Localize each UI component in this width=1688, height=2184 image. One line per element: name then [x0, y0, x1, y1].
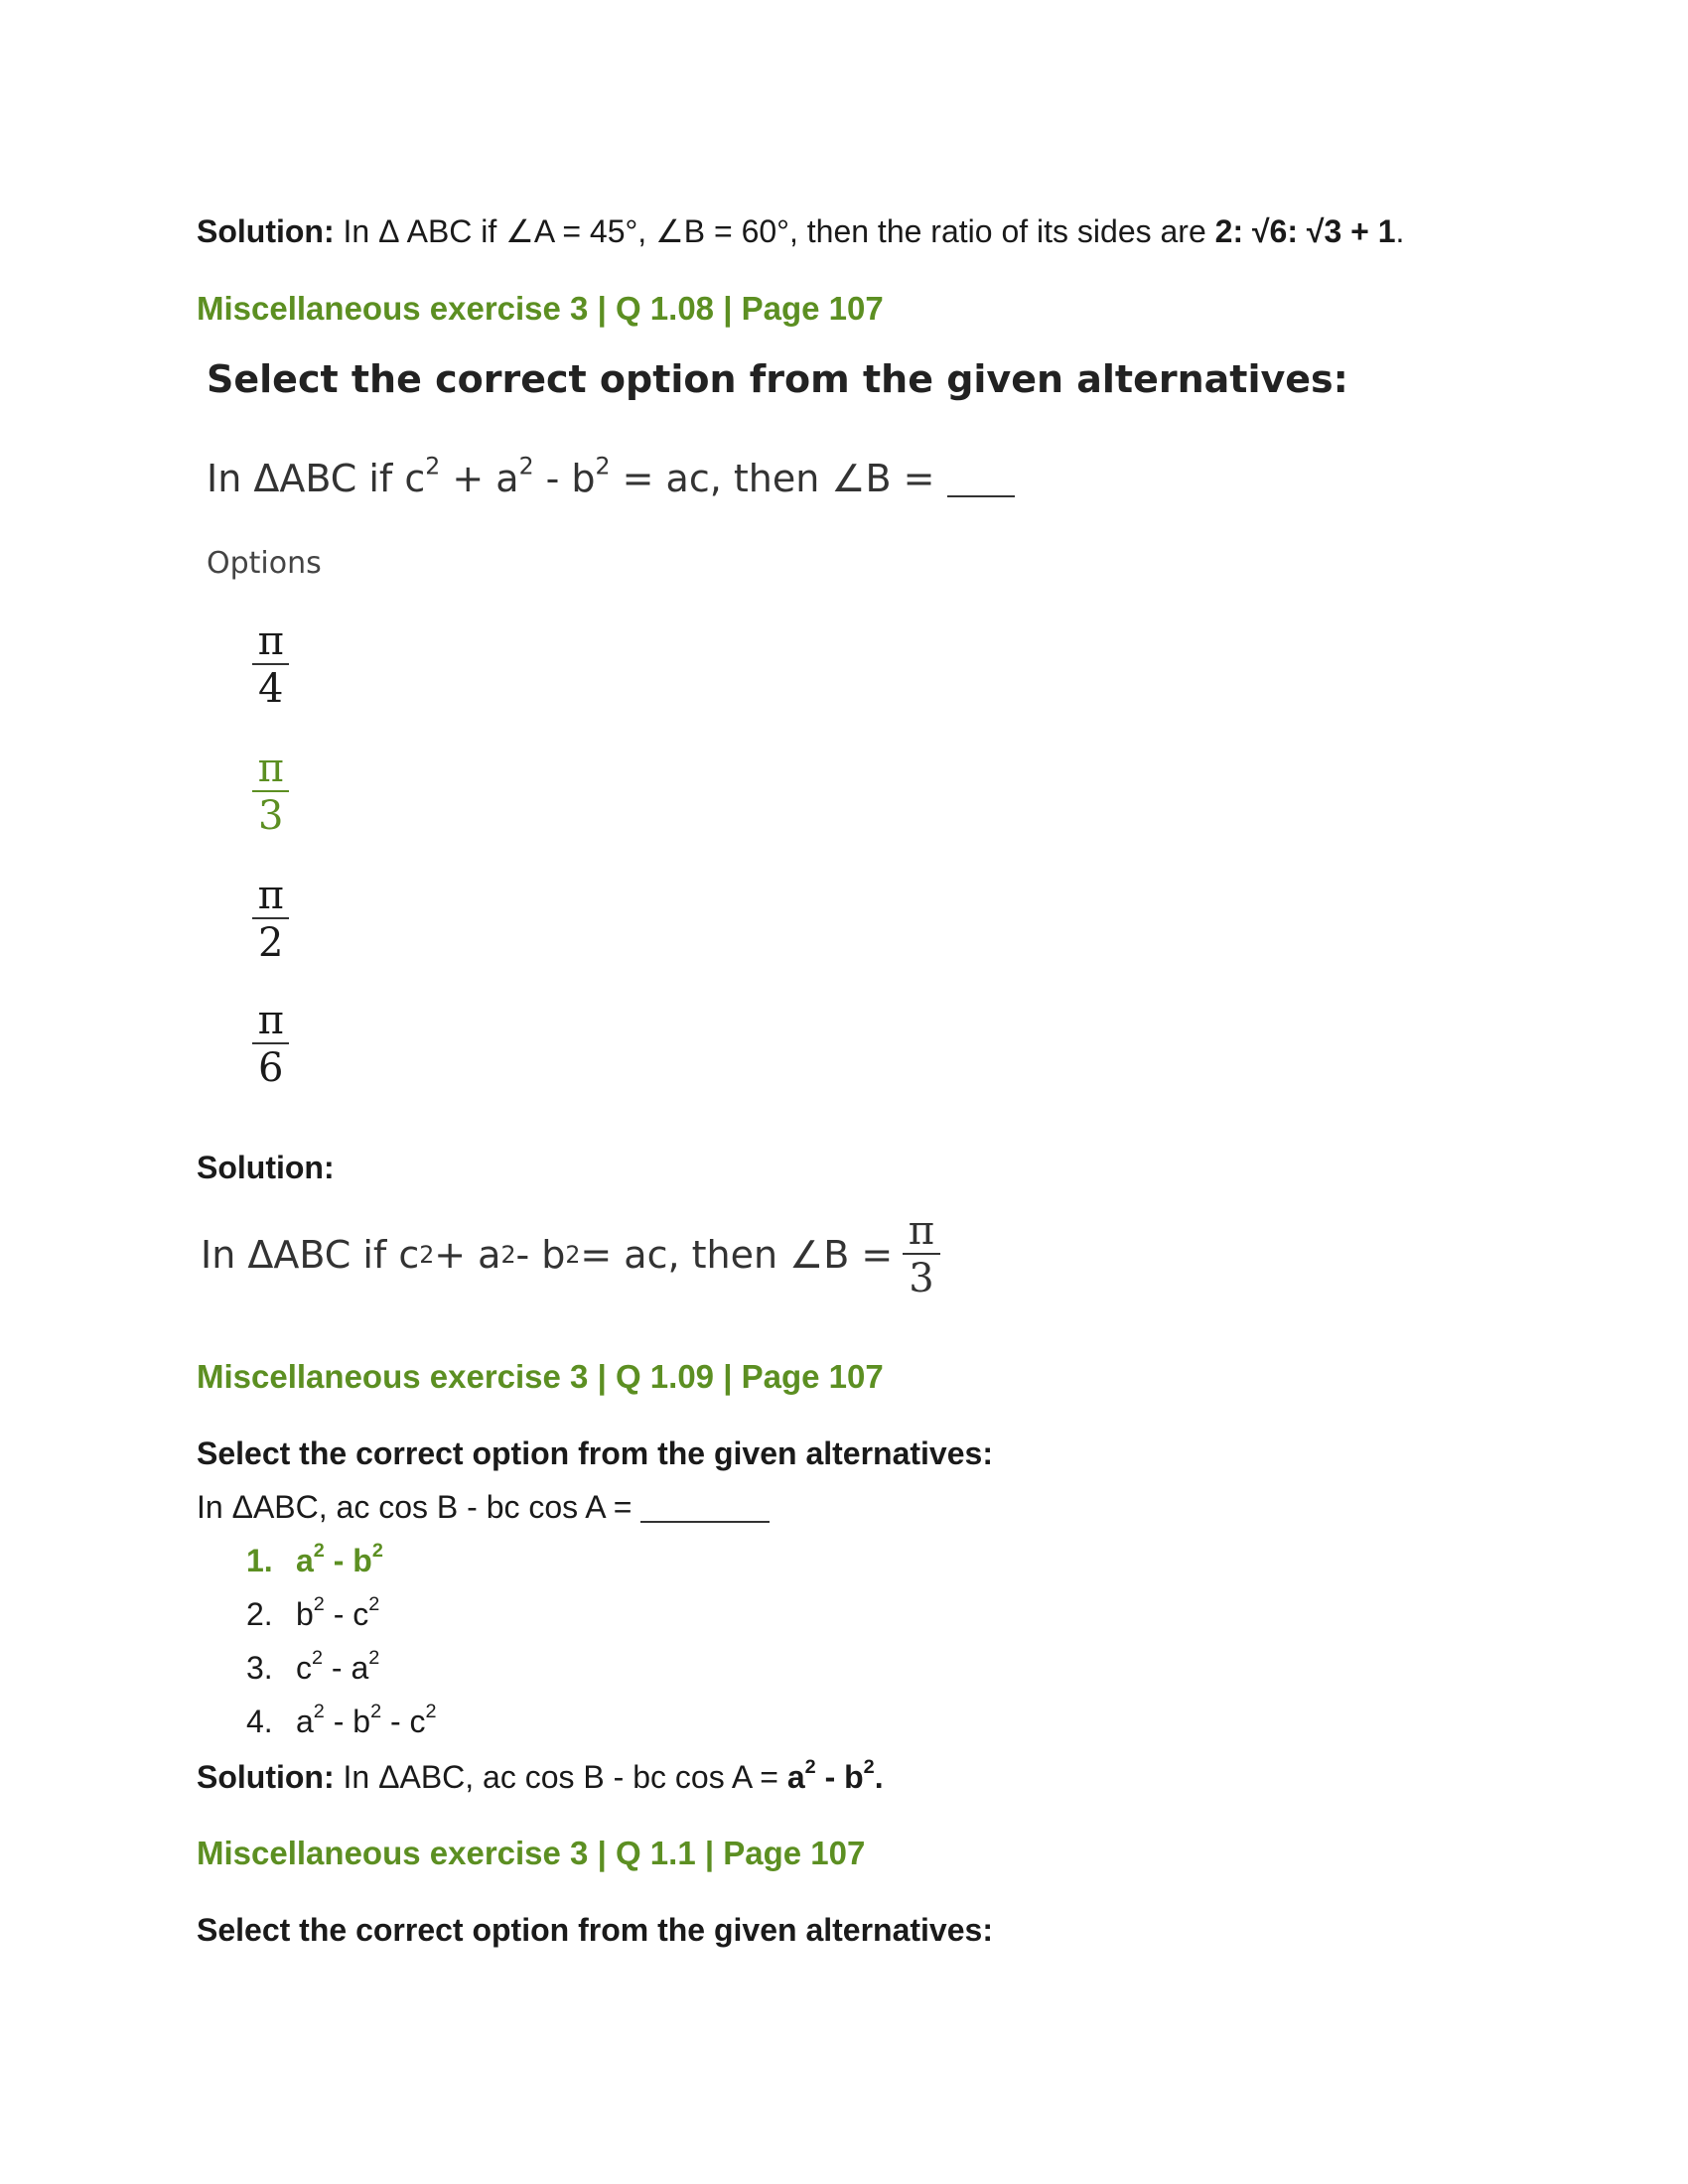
solution-equation-q108: In ΔABC if c 2 + a 2 - b 2 = ac, then ∠B = $\frac{\pi}{3}$	[201, 1209, 940, 1300]
question-title-q109: Select the correct option from the given alternatives:	[197, 1435, 993, 1471]
exercise-heading-q110: Miscellaneous exercise 3 | Q 1.1 | Page 107	[197, 1835, 866, 1871]
option-2[interactable]: 2. $b^2 - c^2$	[246, 1593, 380, 1632]
option-3[interactable]: $\frac{\pi}{2}$	[252, 874, 289, 965]
option-1[interactable]: $\frac{\pi}{4}$	[252, 619, 289, 711]
options-label: Options	[207, 546, 322, 581]
solution-label: Solution:	[197, 213, 335, 249]
exercise-heading-q109: Miscellaneous exercise 3 | Q 1.09 | Page 107	[197, 1358, 884, 1395]
option-2-correct[interactable]: $\frac{\pi}{3}$	[252, 747, 289, 838]
solution-label-q108: Solution:	[197, 1150, 335, 1185]
option-4[interactable]: 4. $a^2 - b^2 - c^2$	[246, 1701, 437, 1739]
solution-end: .	[1395, 213, 1405, 249]
question-equation-q108: In ΔABC if $c^2 + a^2 - b^2$ = ac, then ∠B =	[207, 457, 1015, 500]
question-title-q110: Select the correct option from the given alternatives:	[197, 1912, 993, 1948]
solution-answer: 2: √6: √3 + 1	[1214, 213, 1396, 249]
solution-line-q109: Solution: In ΔABC, ac cos B - bc $\cos A = a^2 - b^2$.	[197, 1756, 884, 1795]
question-title-q108: Select the correct option from the given alternatives:	[207, 357, 1348, 401]
option-4[interactable]: $\frac{\pi}{6}$	[252, 999, 289, 1090]
solution-text: In Δ ABC if ∠A = 45°, ∠B = 60°, then the ratio of its sides are	[334, 213, 1215, 249]
exercise-heading-q108: Miscellaneous exercise 3 | Q 1.08 | Page 107	[197, 290, 884, 327]
answer-blank	[640, 1489, 770, 1523]
question-text-q109: In ΔABC, ac cos B - bc cos A =	[197, 1489, 770, 1526]
option-3[interactable]: 3. $c^2 - a^2$	[246, 1647, 380, 1686]
solution-line-q107	[197, 212, 1404, 250]
option-1-correct[interactable]: 1. $a^2 - b^2$	[246, 1540, 383, 1578]
answer-blank	[947, 458, 1015, 497]
solution-fraction: $\frac{\pi}{3}$	[903, 1209, 939, 1300]
